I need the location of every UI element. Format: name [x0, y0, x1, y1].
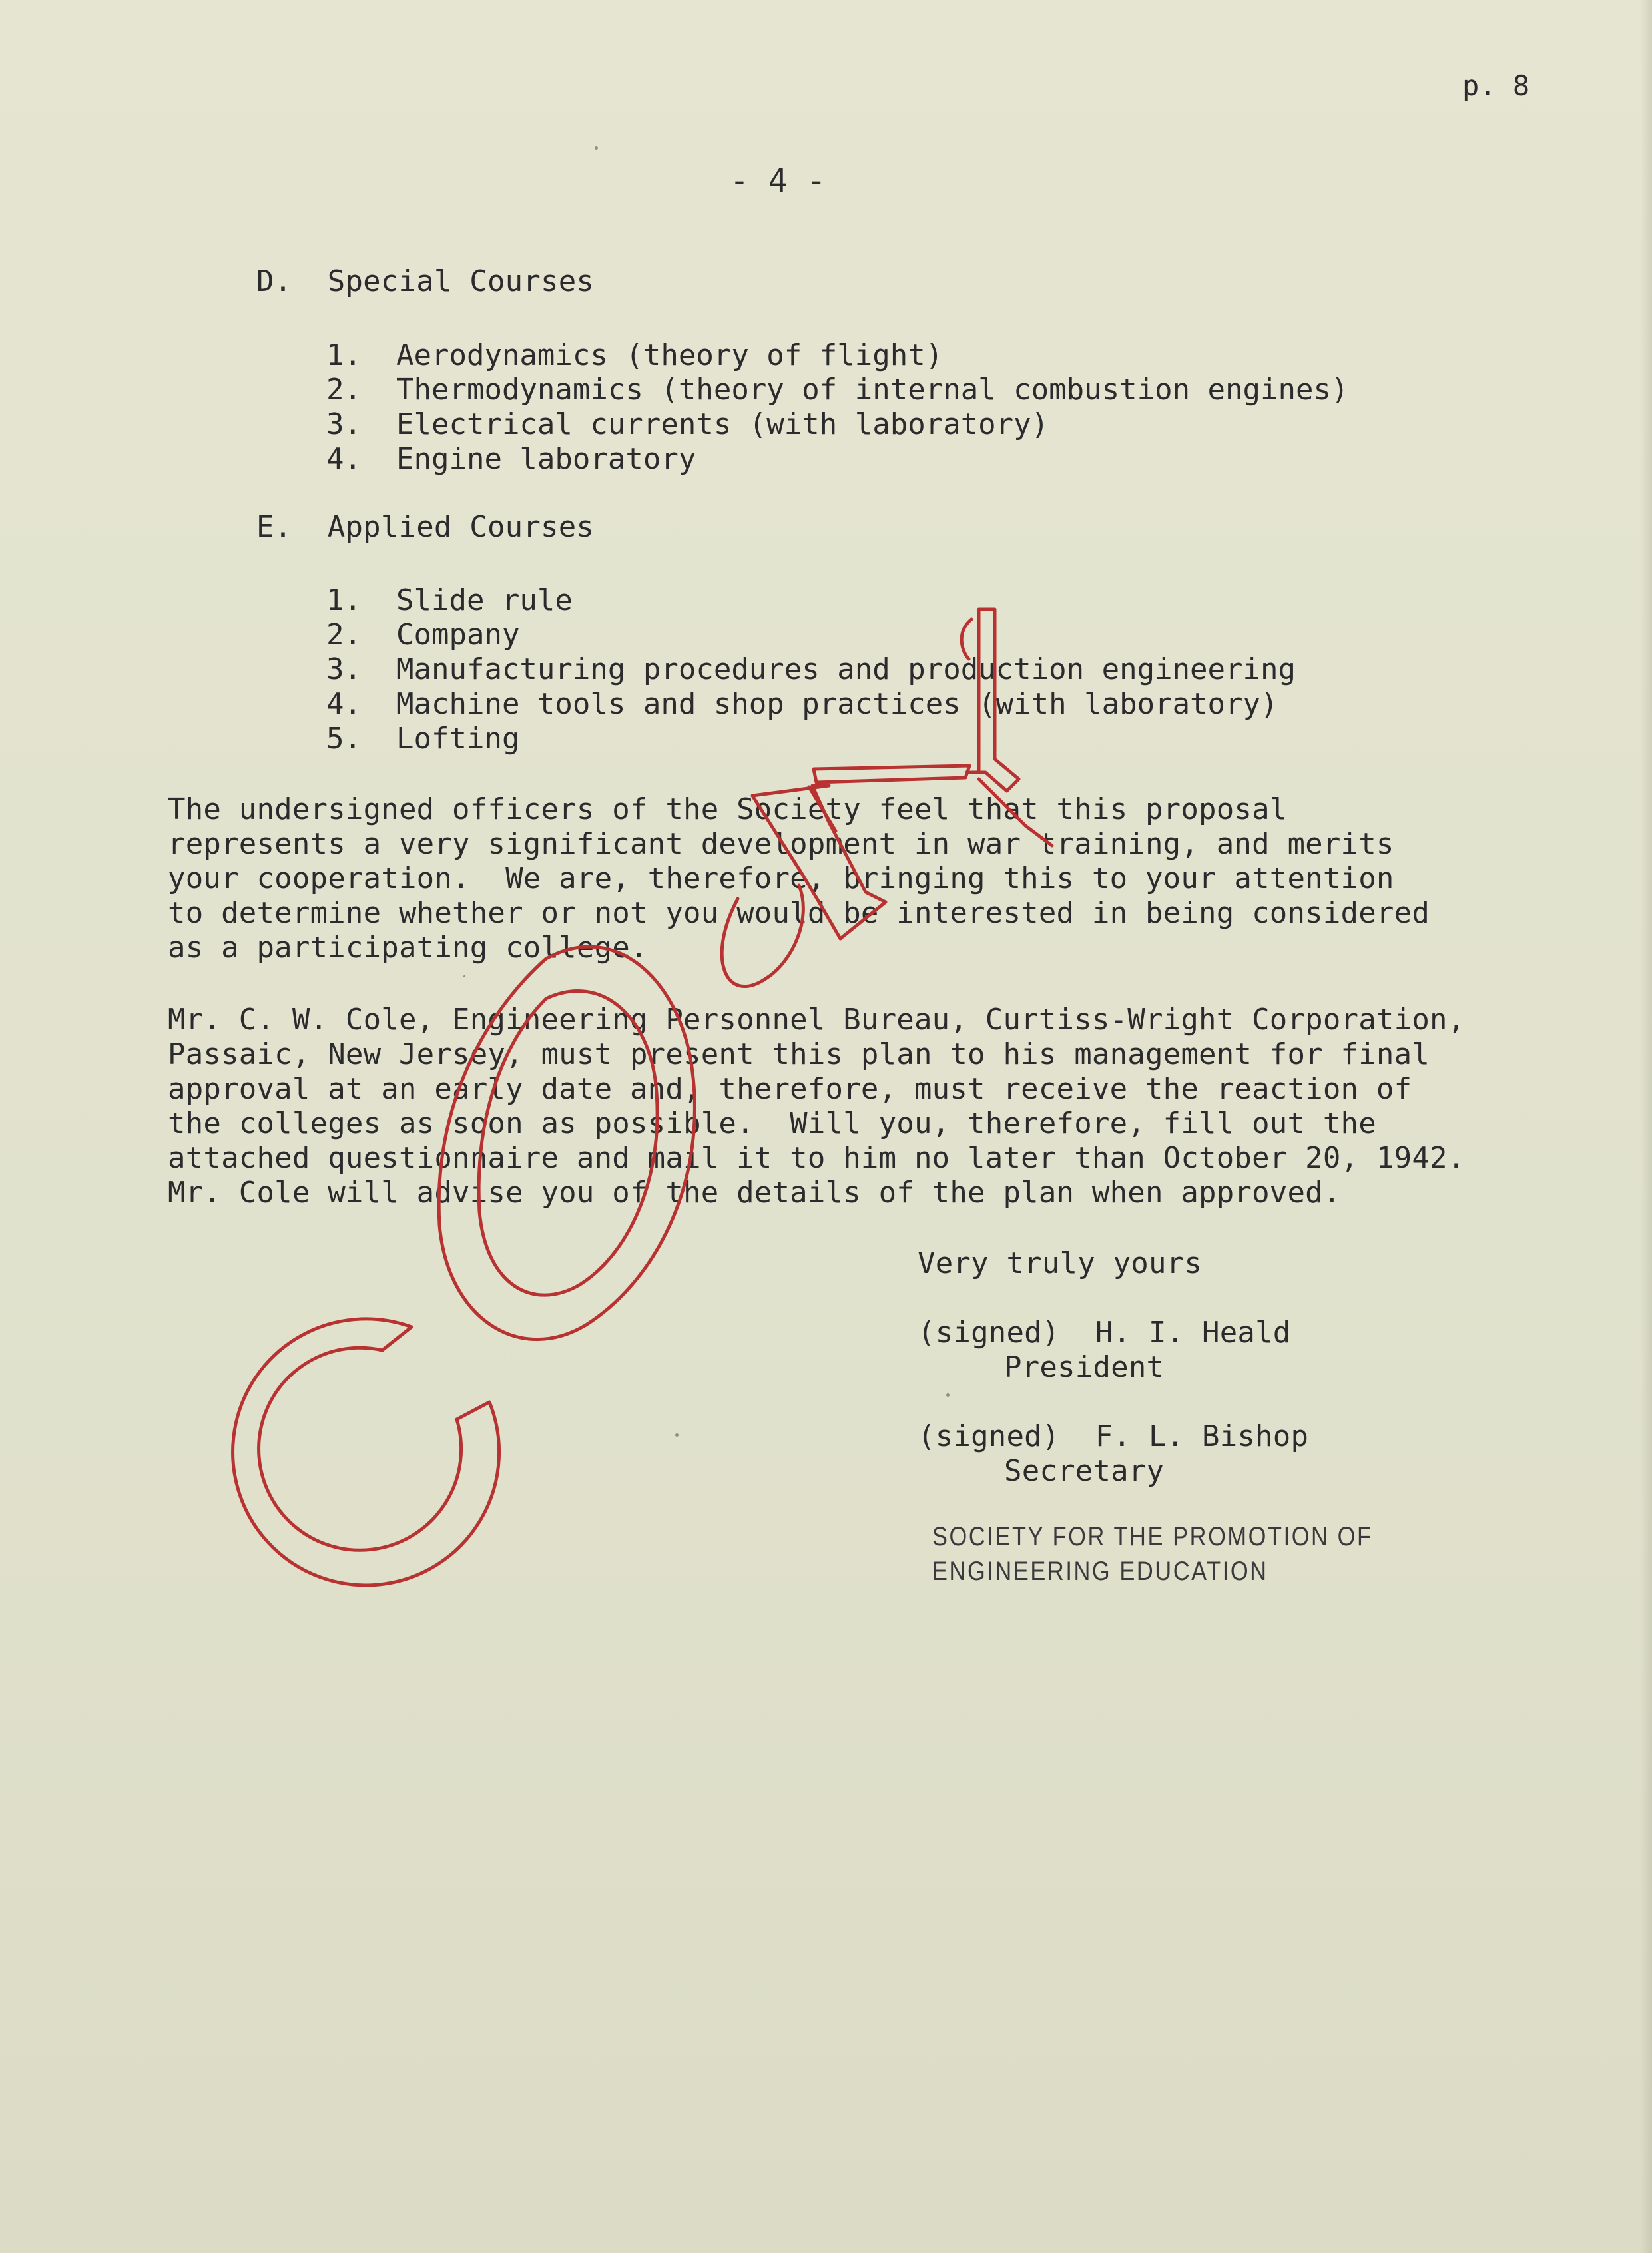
section-e-item-text: Manufacturing procedures and production engineering — [396, 652, 1296, 686]
section-d-item-num: 4. — [326, 442, 362, 476]
signer-title-president: President — [1004, 1350, 1165, 1384]
section-e-item-text: Company — [396, 618, 520, 652]
paragraph-2-line: approval at an early date and, therefore, must receive the reaction of — [168, 1072, 1412, 1106]
paragraph-1-line: The undersigned officers of the Society feel that this proposal — [168, 792, 1288, 826]
scan-speck — [595, 146, 598, 150]
page-edge-shadow — [1640, 0, 1652, 2253]
paragraph-2-line: Mr. C. W. Cole, Engineering Personnel Bureau, Curtiss-Wright Corporation, — [168, 1003, 1466, 1037]
section-d-item-text: Thermodynamics (theory of internal combustion engines) — [396, 373, 1349, 407]
section-e-item-text: Machine tools and shop practices (with laboratory) — [396, 687, 1278, 721]
paragraph-2-line: the colleges as soon as possible. Will you, therefore, fill out the — [168, 1107, 1376, 1140]
section-d-item-text: Electrical currents (with laboratory) — [396, 407, 1049, 441]
scan-speck — [463, 975, 465, 977]
section-d-item-num: 2. — [326, 373, 362, 407]
paragraph-2-line: Mr. Cole will advise you of the details of the plan when approved. — [168, 1176, 1341, 1210]
section-d-item-text: Engine laboratory — [396, 442, 696, 476]
paragraph-2-line: Passaic, New Jersey, must present this plan to his management for final — [168, 1037, 1430, 1071]
section-e-item-num: 4. — [326, 687, 362, 721]
section-d-item-num: 3. — [326, 407, 362, 441]
section-e-item-text: Slide rule — [396, 583, 573, 617]
section-e-heading: E. Applied Courses — [256, 510, 595, 544]
signature-line-heald: (signed) H. I. Heald — [918, 1316, 1291, 1350]
section-d-item-num: 1. — [326, 338, 362, 372]
section-e-item-num: 1. — [326, 583, 362, 617]
section-d-heading: D. Special Courses — [256, 264, 595, 298]
paragraph-1-line: represents a very significant development in war training, and merits — [168, 827, 1394, 861]
section-e-item-num: 5. — [326, 722, 362, 756]
organization-name-line: SOCIETY FOR THE PROMOTION OF — [932, 1522, 1373, 1551]
scan-speck — [946, 1393, 950, 1397]
paragraph-1-line: your cooperation. We are, therefore, bringing this to your attention — [168, 862, 1394, 895]
section-d-item-text: Aerodynamics (theory of flight) — [396, 338, 944, 372]
scan-speck — [675, 1433, 679, 1437]
page-marker: - 4 - — [730, 162, 826, 200]
paragraph-1-line: as a participating college. — [168, 931, 648, 965]
signature-line-bishop: (signed) F. L. Bishop — [918, 1419, 1309, 1453]
signer-title-secretary: Secretary — [1004, 1454, 1165, 1488]
organization-name-line: ENGINEERING EDUCATION — [932, 1557, 1268, 1586]
section-e-item-text: Lofting — [396, 722, 520, 756]
stamp-letter-c — [233, 1319, 499, 1585]
paragraph-1-line: to determine whether or not you would be interested in being considered — [168, 896, 1430, 930]
section-e-item-num: 3. — [326, 652, 362, 686]
section-e-item-num: 2. — [326, 618, 362, 652]
closing-salutation: Very truly yours — [918, 1246, 1203, 1280]
page-number: p. 8 — [1462, 69, 1530, 102]
paragraph-2-line: attached questionnaire and mail it to him no later than October 20, 1942. — [168, 1141, 1466, 1175]
